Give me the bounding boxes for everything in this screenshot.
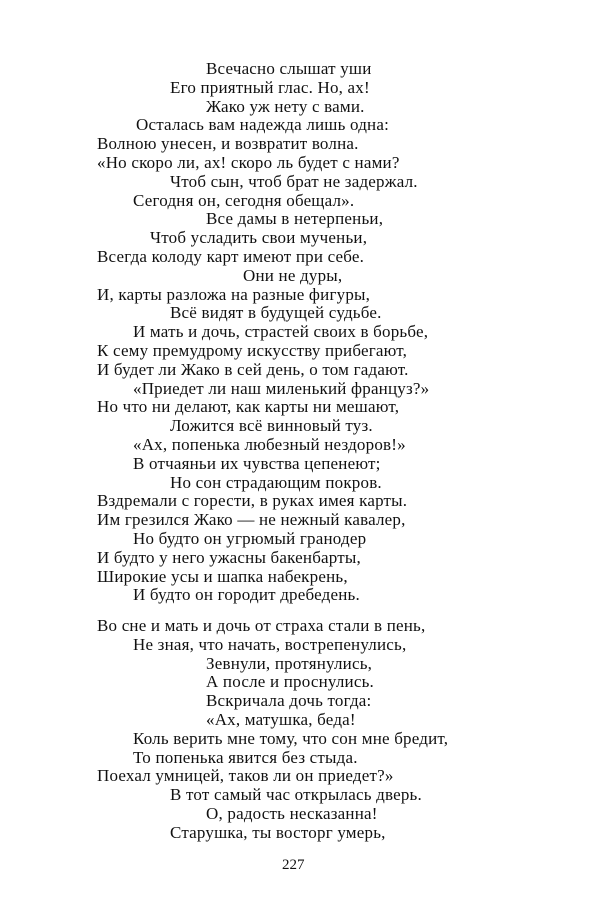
poem-line: Им грезился Жако — не нежный кавалер, — [97, 510, 406, 530]
poem-line: Всегда колоду карт имеют при себе. — [97, 247, 365, 266]
poem-line: Коль верить мне тому, что сон мне бредит, — [133, 728, 449, 748]
poem-line: Чтоб усладить свои мученьи, — [150, 228, 368, 248]
poem-line: Все дамы в нетерпеньи, — [206, 209, 384, 229]
poem-line: «Ах, матушка, беда! — [206, 710, 356, 729]
poem-line: В отчаяньи их чувства цепенеют; — [133, 453, 381, 473]
poem-line: Не зная, что начать, вострепенулись, — [133, 634, 407, 654]
poem-line: Его приятный глас. Но, ах! — [170, 77, 370, 97]
poem-line: Всё видят в будущей судьбе. — [170, 303, 382, 323]
poem-line: Зевнули, протянулись, — [206, 653, 373, 673]
poem-line: «Ах, попенька любезный нездоров!» — [133, 435, 406, 454]
poem-line: Широкие усы и шапка набекрень, — [97, 566, 348, 586]
poem-line: Поехал умницей, таков ли он приедет?» — [97, 766, 394, 786]
poem-line: То попенька явится без стыда. — [133, 747, 358, 767]
poem-line: Волною унесен, и возвратит волна. — [97, 134, 359, 154]
poem-line: И будто у него ужасны бакенбарты, — [97, 547, 361, 567]
poem-line: И будет ли Жако в сей день, о том гадают. — [97, 359, 409, 379]
poem-line: Ложится всё винновый туз. — [170, 416, 373, 436]
poem-line: А после и проснулись. — [206, 672, 374, 692]
poem-line: И, карты разложа на разные фигуры, — [97, 284, 371, 304]
poem-line: О, радость несказанна! — [206, 804, 378, 823]
poem-line: Осталась вам надежда лишь одна: — [136, 115, 390, 135]
poem-line: Они не дуры, — [243, 265, 343, 285]
poem-line: Жако уж нету с вами. — [206, 96, 365, 116]
poem-line: Чтоб сын, чтоб брат не задержал. — [170, 171, 418, 191]
page-number: 227 — [282, 857, 305, 873]
poem-line: Но что ни делают, как карты ни мешают, — [97, 397, 400, 417]
poem-line: Но будто он угрюмый гранодер — [133, 529, 367, 548]
poem-line: Сегодня он, сегодня обещал». — [133, 190, 355, 210]
poem-line: Всечасно слышат уши — [206, 59, 372, 78]
poem-line: В тот самый час открылась дверь. — [170, 785, 422, 805]
poem-line: К сему премудрому искусству прибегают, — [97, 341, 408, 360]
poem-line: «Но скоро ли, ах! скоро ль будет с нами? — [97, 153, 400, 172]
poem-line: И будто он городит дребедень. — [133, 585, 360, 605]
poem-line: И мать и дочь, страстей своих в борьбе, — [133, 322, 429, 342]
poem-line: «Приедет ли наш миленький француз?» — [133, 378, 430, 398]
poem-line: Старушка, ты восторг умерь, — [170, 822, 386, 842]
poem-line: Но сон страдающим покров. — [170, 472, 382, 492]
poem-line: Во сне и мать и дочь от страха стали в пень, — [97, 616, 426, 635]
poem-line: Вздремали с горести, в руках имея карты. — [97, 491, 408, 511]
poem-line: Вскричала дочь тогда: — [206, 691, 372, 711]
